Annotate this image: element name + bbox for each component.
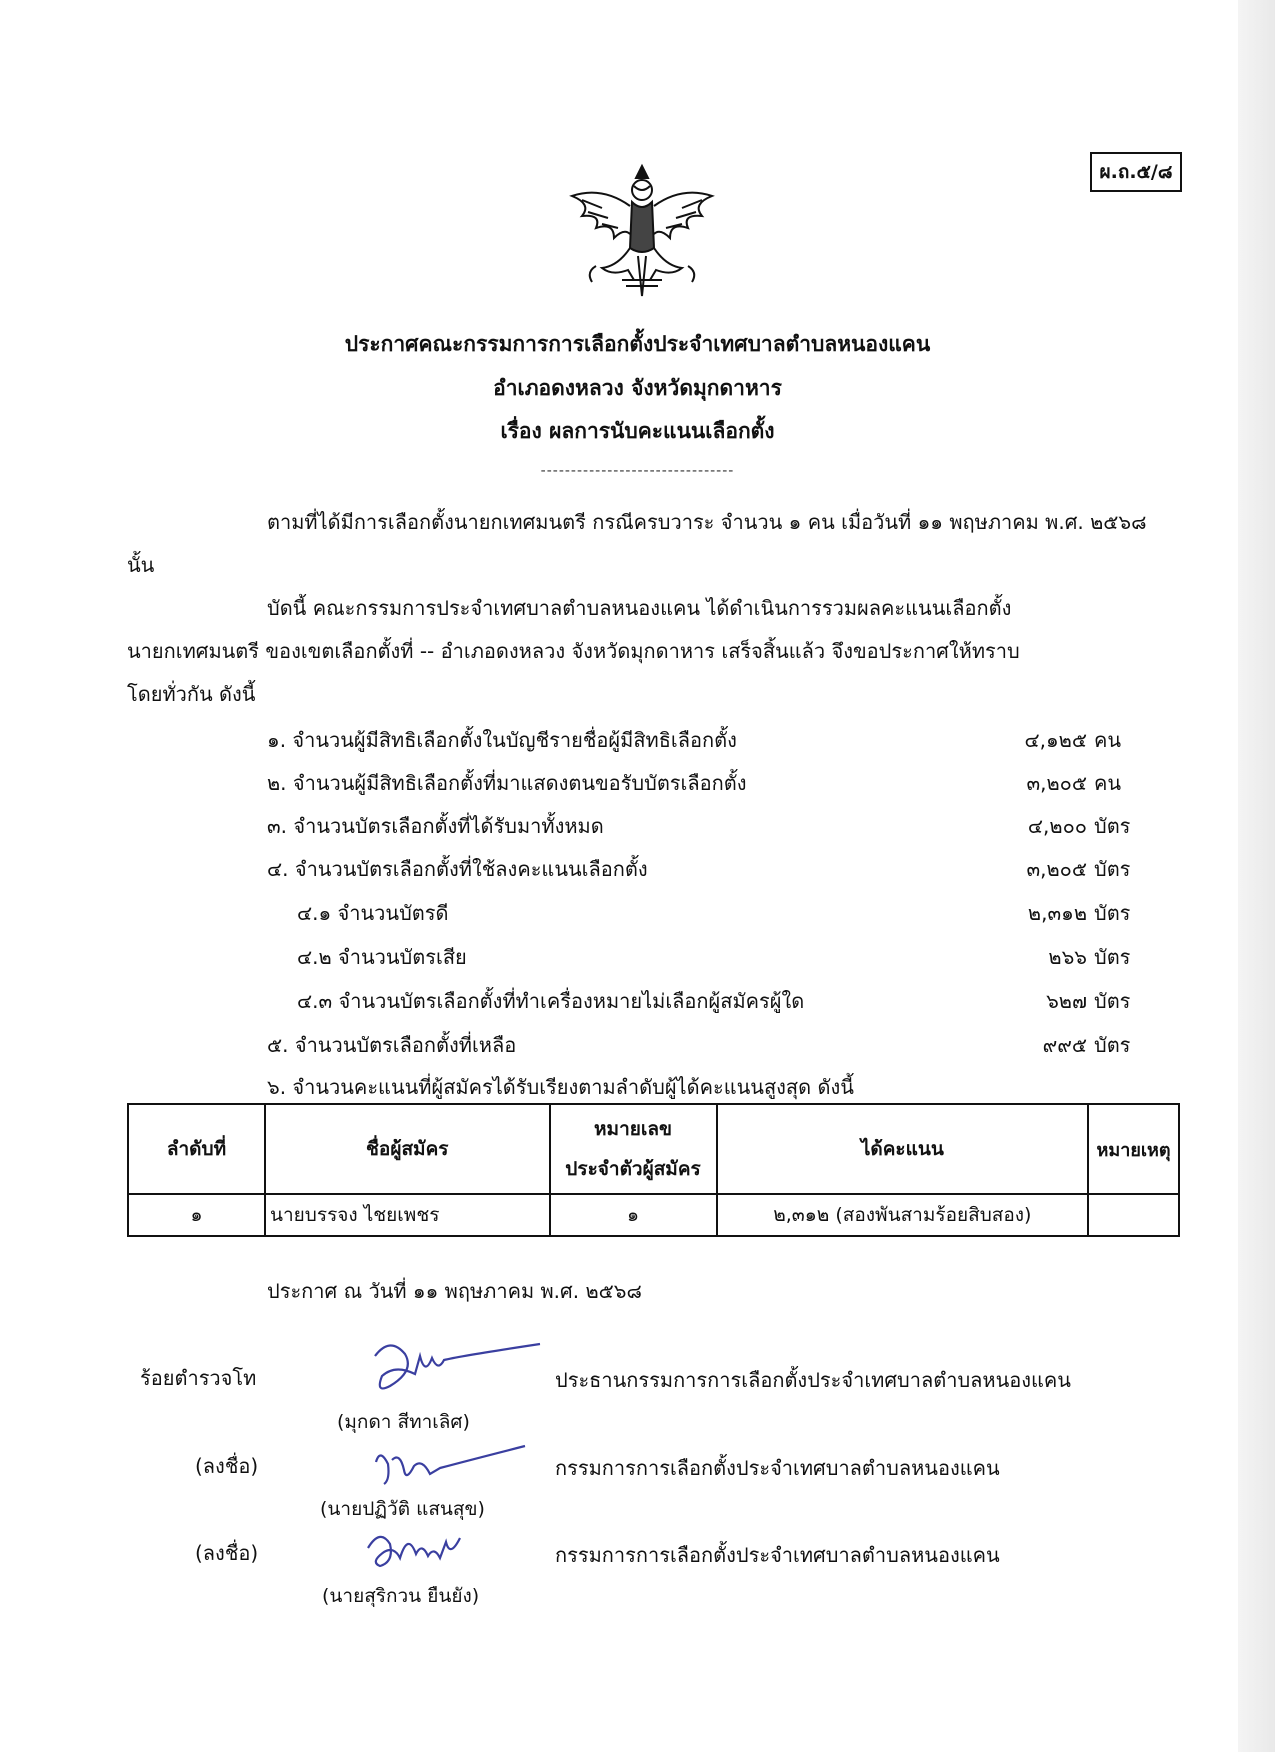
stat-item-value: ๒,๓๑๒	[1027, 901, 1087, 925]
header-subject: เรื่อง ผลการนับคะแนนเลือกตั้ง	[500, 419, 775, 443]
header-candidate-number-line-2: ประจำตัวผู้สมัคร	[565, 1158, 701, 1180]
header-divider: --------------------------------	[540, 463, 735, 479]
stat-item-unit: บัตร	[1094, 901, 1131, 925]
signer-1-role: ประธานกรรมการการเลือกตั้งประจำเทศบาลตำบลหนองแคน	[555, 1368, 1071, 1392]
announcement-date: ประกาศ ณ วันที่ ๑๑ พฤษภาคม พ.ศ. ๒๕๖๘	[267, 1279, 642, 1303]
signer-2-prefix: (ลงชื่อ)	[195, 1454, 259, 1478]
scan-edge-shadow	[1238, 0, 1275, 1752]
cell-remark	[1088, 1194, 1179, 1236]
stat-subitem-label: ๔.๓ จำนวนบัตรเลือกตั้งที่ทำเครื่องหมายไม่เลือกผู้สมัครผู้ใด	[297, 989, 805, 1013]
table-header-row	[128, 1104, 1179, 1194]
signer-1-prefix: ร้อยตำรวจโท	[140, 1366, 257, 1390]
form-code-badge: ผ.ถ.๕/๘	[1090, 152, 1182, 192]
signer-3-prefix: (ลงชื่อ)	[195, 1541, 259, 1565]
stat-subitem-label: ๔.๒ จำนวนบัตรเสีย	[297, 945, 467, 969]
results-table	[127, 1103, 1180, 1237]
cell-candidate-name: นายบรรจง ไชยเพชร	[265, 1194, 550, 1236]
header-title-line-2: อำเภอดงหลวง จังหวัดมุกดาหาร	[493, 376, 782, 400]
stat-item-unit: คน	[1094, 728, 1122, 752]
signer-3-role: กรรมการการเลือกตั้งประจำเทศบาลตำบลหนองแคน	[555, 1543, 1000, 1567]
signature-3-mark	[360, 1518, 470, 1578]
intro-paragraph-2-line-3: โดยทั่วกัน ดังนี้	[127, 682, 256, 706]
header-candidate-name: ชื่อผู้สมัคร	[265, 1104, 550, 1194]
stat-item-value: ๓,๒๐๕	[1026, 771, 1087, 795]
stat-subitem-label: ๔.๑ จำนวนบัตรดี	[297, 901, 449, 925]
header-candidate-number-line-1: หมายเลข	[594, 1118, 673, 1140]
stat-item-unit: บัตร	[1094, 857, 1131, 881]
stat-item-label: ๓. จำนวนบัตรเลือกตั้งที่ได้รับมาทั้งหมด	[267, 814, 604, 838]
stat-item-value: ๔,๒๐๐	[1027, 814, 1087, 838]
signer-3-name: (นายสุริกวน ยืนยัง)	[322, 1585, 480, 1607]
signer-2-role: กรรมการการเลือกตั้งประจำเทศบาลตำบลหนองแคน	[555, 1456, 1000, 1480]
stat-item-label: ๔. จำนวนบัตรเลือกตั้งที่ใช้ลงคะแนนเลือกตั้ง	[267, 857, 648, 881]
signature-1-mark	[370, 1336, 545, 1406]
stat-item-label: ๑. จำนวนผู้มีสิทธิเลือกตั้งในบัญชีรายชื่อผู้มีสิทธิเลือกตั้ง	[267, 728, 737, 752]
stat-item-unit: บัตร	[1094, 1033, 1131, 1057]
cell-score: ๒,๓๑๒ (สองพันสามร้อยสิบสอง)	[717, 1194, 1089, 1236]
intro-paragraph-1-line-1: ตามที่ได้มีการเลือกตั้งนายกเทศมนตรี กรณีครบวาระ จำนวน ๑ คน เมื่อวันที่ ๑๑ พฤษภาคม พ.ศ. ๒๕๖๘	[267, 510, 1147, 534]
stat-item-label: ๕. จำนวนบัตรเลือกตั้งที่เหลือ	[267, 1033, 517, 1057]
header-title-line-1: ประกาศคณะกรรมการการเลือกตั้งประจำเทศบาลตำบลหนองแคน	[344, 332, 931, 356]
stat-item-label: ๒. จำนวนผู้มีสิทธิเลือกตั้งที่มาแสดงตนขอรับบัตรเลือกตั้ง	[267, 771, 747, 795]
cell-rank: ๑	[128, 1194, 265, 1236]
stat-item-value: ๒๖๖	[1048, 945, 1087, 969]
stat-item-unit: บัตร	[1094, 814, 1131, 838]
stat-item-unit: บัตร	[1094, 945, 1131, 969]
header-remark: หมายเหตุ	[1088, 1104, 1179, 1194]
stat-item-value: ๙๙๕	[1042, 1033, 1087, 1057]
signer-1-name: (มุกดา สีทาเลิศ)	[337, 1411, 470, 1433]
signature-2-mark	[370, 1440, 530, 1490]
intro-paragraph-2-line-1: บัดนี้ คณะกรรมการประจำเทศบาลตำบลหนองแคน ได้ดำเนินการรวมผลคะแนนเลือกตั้ง	[267, 596, 1012, 620]
header-score: ได้คะแนน	[717, 1104, 1089, 1194]
cell-candidate-number: ๑	[550, 1194, 717, 1236]
intro-paragraph-2-line-2: นายกเทศมนตรี ของเขตเลือกตั้งที่ -- อำเภอดงหลวง จังหวัดมุกดาหาร เสร็จสิ้นแล้ว จึงขอประกาศให้ทราบ	[127, 639, 1020, 663]
stat-item-value: ๓,๒๐๕	[1026, 857, 1087, 881]
stat-item-value: ๖๒๗	[1046, 989, 1087, 1013]
garuda-emblem-icon	[562, 156, 722, 306]
stat-item-6-label: ๖. จำนวนคะแนนที่ผู้สมัครได้รับเรียงตามลำดับผู้ได้คะแนนสูงสุด ดังนี้	[267, 1075, 854, 1099]
intro-paragraph-1-line-2: นั้น	[127, 553, 155, 577]
header-rank: ลำดับที่	[128, 1104, 265, 1194]
stat-item-unit: คน	[1094, 771, 1122, 795]
table-row	[128, 1194, 1179, 1236]
header-candidate-number	[550, 1104, 717, 1194]
stat-item-value: ๔,๑๒๕	[1024, 728, 1087, 752]
signer-2-name: (นายปฏิวัติ แสนสุข)	[320, 1498, 485, 1520]
stat-item-unit: บัตร	[1094, 989, 1131, 1013]
